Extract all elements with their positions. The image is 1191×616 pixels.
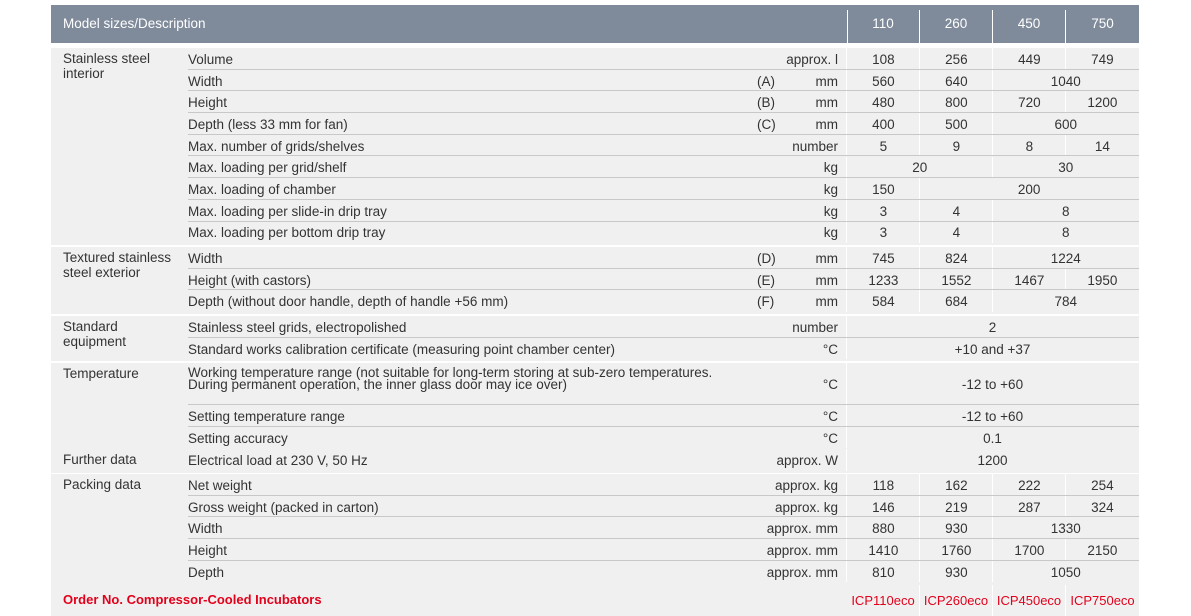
column-divider bbox=[846, 474, 847, 496]
column-divider bbox=[846, 113, 847, 135]
value-cell: 749 bbox=[1091, 51, 1114, 67]
column-divider bbox=[846, 157, 847, 179]
value-cell: 2150 bbox=[1087, 542, 1118, 558]
row-unit: approx. W bbox=[776, 452, 838, 468]
row-description: Stainless steel grids, electropolished bbox=[188, 319, 407, 335]
value-cell: 8 bbox=[1025, 138, 1034, 154]
dimension-letter: (D) bbox=[757, 250, 776, 266]
row-unit: mm bbox=[815, 272, 838, 288]
column-divider bbox=[846, 496, 847, 518]
row-description: Depth (less 33 mm for fan) bbox=[188, 116, 348, 132]
row-description: Depth (without door handle, depth of handle +56 mm) bbox=[188, 294, 509, 310]
order-label: Order No. Compressor-Cooled Incubators bbox=[63, 592, 322, 607]
table-header bbox=[51, 5, 1139, 43]
table-row bbox=[51, 449, 1139, 471]
column-divider bbox=[846, 449, 847, 471]
row-description: Net weight bbox=[188, 477, 252, 493]
order-number-750: ICP750eco bbox=[1070, 593, 1135, 608]
column-divider bbox=[846, 405, 847, 427]
value-cell: 5 bbox=[879, 138, 888, 154]
row-description: Max. loading per slide-in drip tray bbox=[188, 203, 387, 219]
row-unit: approx. kg bbox=[774, 477, 838, 493]
value-cell: 480 bbox=[872, 95, 895, 111]
table-row bbox=[51, 135, 1139, 157]
row-unit: kg bbox=[823, 182, 838, 198]
section bbox=[51, 449, 1139, 473]
value-cell: 784 bbox=[1054, 294, 1078, 310]
column-divider bbox=[846, 48, 847, 70]
row-description: Setting temperature range bbox=[188, 408, 345, 424]
value-cell: 256 bbox=[945, 51, 968, 67]
row-description: Volume bbox=[188, 51, 234, 67]
section-category: Standard equipment bbox=[63, 319, 127, 349]
dimension-letter: (F) bbox=[757, 294, 775, 310]
row-description: Max. loading per grid/shelf bbox=[188, 160, 347, 176]
value-cell: 745 bbox=[872, 250, 895, 266]
value-cell: 287 bbox=[1018, 499, 1041, 515]
row-description: Working temperature range (not suitable for long-term storing at sub-zero temperatures. bbox=[188, 365, 713, 380]
table-row bbox=[51, 200, 1139, 222]
section-category: Textured stainless steel exterior bbox=[63, 250, 172, 280]
value-cell: 200 bbox=[1017, 182, 1041, 198]
row-description: Height bbox=[188, 95, 228, 111]
value-cell: 930 bbox=[945, 521, 968, 537]
value-cell: 8 bbox=[1061, 225, 1070, 241]
row-unit: approx. mm bbox=[766, 564, 838, 580]
row-description: Max. loading of chamber bbox=[188, 182, 336, 198]
row-description: Max. loading per bottom drip tray bbox=[188, 225, 386, 241]
column-divider bbox=[846, 561, 847, 583]
model-750-header: 750 bbox=[1091, 16, 1114, 31]
value-cell: 254 bbox=[1091, 477, 1114, 493]
table-row bbox=[51, 48, 1139, 70]
value-cell: 500 bbox=[945, 116, 968, 132]
column-divider bbox=[846, 135, 847, 157]
row-description: Depth bbox=[188, 564, 225, 580]
value-cell: 720 bbox=[1018, 95, 1041, 111]
value-cell: 584 bbox=[872, 294, 895, 310]
table-row bbox=[51, 561, 1139, 583]
dimension-letter: (B) bbox=[757, 95, 775, 111]
table-row bbox=[51, 247, 1139, 269]
section-category: Temperature bbox=[63, 366, 139, 381]
row-unit: number bbox=[792, 319, 838, 335]
dimension-letter: (C) bbox=[757, 116, 776, 132]
value-cell: 1467 bbox=[1014, 272, 1045, 288]
value-cell: 800 bbox=[945, 95, 968, 111]
row-unit: approx. kg bbox=[774, 499, 838, 515]
value-cell: 4 bbox=[952, 225, 961, 241]
value-cell: 8 bbox=[1061, 203, 1070, 219]
row-unit: °C bbox=[822, 341, 838, 357]
value-cell: 3 bbox=[879, 203, 888, 219]
table-row bbox=[51, 269, 1139, 291]
value-cell: 1224 bbox=[1050, 250, 1081, 266]
model-110-header: 110 bbox=[872, 16, 894, 31]
row-unit: number bbox=[792, 138, 838, 154]
section bbox=[51, 247, 1139, 314]
row-unit: °C bbox=[822, 408, 838, 424]
table-row bbox=[51, 517, 1139, 539]
column-divider bbox=[846, 338, 847, 360]
column-divider bbox=[846, 91, 847, 113]
column-divider bbox=[846, 363, 847, 405]
section-category: Further data bbox=[63, 452, 137, 467]
table-row bbox=[51, 539, 1139, 561]
section bbox=[51, 316, 1139, 361]
model-450-header: 450 bbox=[1017, 16, 1041, 31]
dimension-letter: (A) bbox=[757, 73, 775, 89]
value-cell: 2 bbox=[988, 319, 997, 335]
row-unit: approx. l bbox=[786, 51, 838, 67]
value-cell: 1050 bbox=[1050, 564, 1081, 580]
table-row bbox=[51, 157, 1139, 179]
value-cell: 1700 bbox=[1014, 542, 1045, 558]
table-row bbox=[51, 427, 1139, 449]
row-unit: mm bbox=[815, 116, 838, 132]
table-row bbox=[51, 405, 1139, 427]
value-cell: 1950 bbox=[1087, 272, 1118, 288]
table-row bbox=[51, 338, 1139, 360]
row-description: Height (with castors) bbox=[188, 272, 312, 288]
value-cell: 9 bbox=[952, 138, 961, 154]
header-title: Model sizes/Description bbox=[63, 16, 206, 31]
table-row bbox=[51, 91, 1139, 113]
section-category: Packing data bbox=[63, 477, 142, 492]
dimension-letter: (E) bbox=[757, 272, 775, 288]
value-cell: 1330 bbox=[1050, 521, 1081, 537]
column-divider bbox=[846, 70, 847, 92]
value-cell: 1233 bbox=[868, 272, 899, 288]
value-cell: 640 bbox=[945, 73, 968, 89]
value-cell: 1040 bbox=[1050, 73, 1081, 89]
column-divider bbox=[846, 269, 847, 291]
row-description: Gross weight (packed in carton) bbox=[188, 499, 379, 515]
row-description: Height bbox=[188, 542, 228, 558]
value-cell: 150 bbox=[872, 182, 895, 198]
table-row bbox=[51, 70, 1139, 92]
table-row bbox=[51, 316, 1139, 338]
value-cell: 0.1 bbox=[983, 430, 1002, 446]
value-cell: 1552 bbox=[941, 272, 972, 288]
column-divider bbox=[846, 247, 847, 269]
value-cell: 30 bbox=[1058, 160, 1074, 176]
order-number-260: ICP260eco bbox=[923, 593, 989, 608]
value-cell: 146 bbox=[872, 499, 895, 515]
value-cell: 600 bbox=[1054, 116, 1078, 132]
column-divider bbox=[846, 539, 847, 561]
value-cell: 1760 bbox=[941, 542, 972, 558]
row-description: Standard works calibration certificate (measuring point chamber center) bbox=[188, 341, 615, 357]
value-cell: 560 bbox=[872, 73, 895, 89]
value-cell: 824 bbox=[945, 250, 968, 266]
value-cell: 684 bbox=[945, 294, 968, 310]
value-cell: 1410 bbox=[868, 542, 899, 558]
row-description-continued: During permanent operation, the inner glass door may ice over) bbox=[188, 377, 567, 392]
value-cell: 4 bbox=[952, 203, 961, 219]
column-divider bbox=[846, 200, 847, 222]
value-cell: 219 bbox=[945, 499, 968, 515]
table-row bbox=[51, 290, 1139, 312]
order-footer bbox=[51, 585, 1139, 616]
row-description: Setting accuracy bbox=[188, 430, 288, 446]
value-cell: 324 bbox=[1091, 499, 1114, 515]
table-row bbox=[51, 474, 1139, 496]
column-divider bbox=[846, 222, 847, 244]
row-unit: °C bbox=[822, 377, 838, 392]
row-unit: approx. mm bbox=[766, 542, 838, 558]
order-number-450: ICP450eco bbox=[996, 593, 1062, 608]
column-divider bbox=[846, 316, 847, 338]
row-description: Width bbox=[188, 73, 223, 89]
column-divider bbox=[846, 517, 847, 539]
value-cell: -12 to +60 bbox=[961, 408, 1024, 424]
value-cell: 810 bbox=[872, 564, 895, 580]
row-description: Max. number of grids/shelves bbox=[188, 138, 365, 154]
value-cell: +10 and +37 bbox=[954, 341, 1031, 357]
value-cell: 222 bbox=[1018, 477, 1041, 493]
value-cell: 1200 bbox=[1087, 95, 1118, 111]
row-unit: kg bbox=[823, 160, 838, 176]
row-unit: mm bbox=[815, 294, 838, 310]
row-unit: kg bbox=[823, 225, 838, 241]
row-unit: approx. mm bbox=[766, 521, 838, 537]
row-unit: kg bbox=[823, 203, 838, 219]
row-description: Width bbox=[188, 521, 223, 537]
section-category: Stainless steel interior bbox=[63, 51, 151, 81]
order-number-110: ICP110eco bbox=[851, 593, 915, 608]
row-unit: mm bbox=[815, 250, 838, 266]
value-cell: 3 bbox=[879, 225, 888, 241]
value-cell: 162 bbox=[945, 477, 968, 493]
table-row bbox=[51, 178, 1139, 200]
value-cell: -12 to +60 bbox=[961, 377, 1024, 392]
value-cell: 930 bbox=[945, 564, 968, 580]
value-cell: 449 bbox=[1018, 51, 1041, 67]
table-row bbox=[51, 363, 1139, 405]
value-cell: 1200 bbox=[977, 452, 1008, 468]
section bbox=[51, 48, 1139, 245]
row-unit: mm bbox=[815, 73, 838, 89]
table-row bbox=[51, 113, 1139, 135]
model-260-header: 260 bbox=[944, 16, 968, 31]
table-row bbox=[51, 496, 1139, 518]
spec-table bbox=[51, 0, 1139, 616]
value-cell: 14 bbox=[1094, 138, 1110, 154]
column-divider bbox=[846, 178, 847, 200]
column-divider bbox=[846, 427, 847, 449]
value-cell: 118 bbox=[872, 477, 895, 493]
table-row bbox=[51, 222, 1139, 244]
row-description: Electrical load at 230 V, 50 Hz bbox=[188, 452, 368, 468]
value-cell: 108 bbox=[872, 51, 895, 67]
value-cell: 400 bbox=[872, 116, 895, 132]
row-description: Width bbox=[188, 250, 223, 266]
column-divider bbox=[846, 290, 847, 312]
section bbox=[51, 474, 1139, 585]
value-cell: 20 bbox=[912, 160, 928, 176]
row-unit: mm bbox=[815, 95, 838, 111]
value-cell: 880 bbox=[872, 521, 895, 537]
section bbox=[51, 363, 1139, 450]
row-unit: °C bbox=[822, 430, 838, 446]
